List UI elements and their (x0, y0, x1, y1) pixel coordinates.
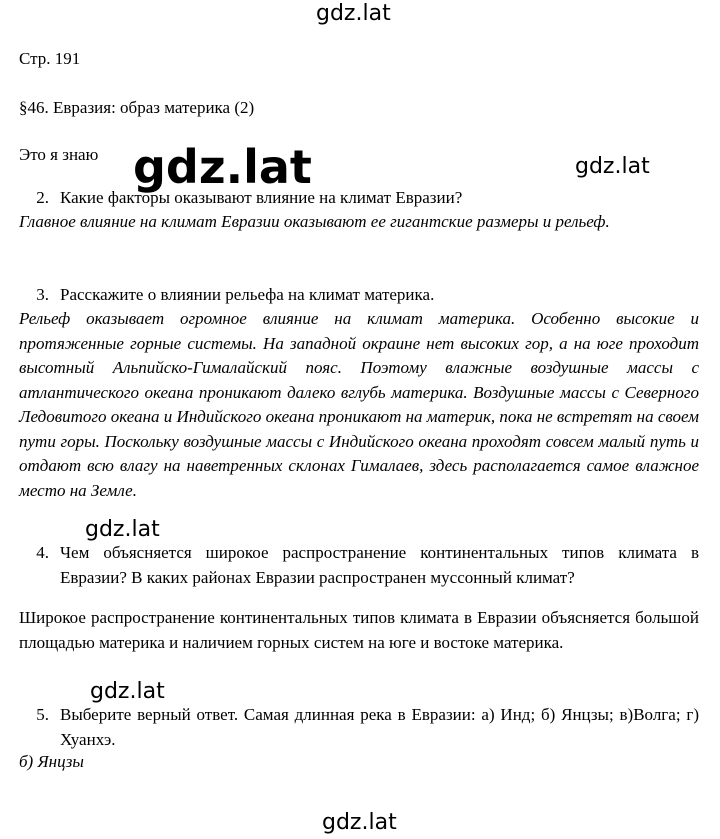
watermark-right: gdz.lat (575, 154, 650, 179)
answer-5: б) Янцзы (19, 752, 84, 771)
watermark-top: gdz.lat (316, 1, 391, 26)
question-2 (19, 186, 699, 211)
watermark-lower-left: gdz.lat (90, 679, 165, 704)
question-text: Выберите верный ответ. Самая длинная река в Евразии: а) Инд; б) Янцзы; в)Волга; г) Хуанхэ. (60, 705, 699, 749)
question-number: 3. (36, 285, 49, 304)
question-3 (19, 283, 699, 308)
watermark-large-left: gdz.lat (133, 140, 312, 194)
question-text: Какие факторы оказывают влияние на климат Евразии? (60, 188, 463, 207)
watermark-bottom: gdz.lat (322, 810, 397, 835)
question-5 (19, 703, 699, 752)
question-number: 4. (36, 543, 49, 562)
page-label: Стр. 191 (19, 49, 81, 68)
section-title: §46. Евразия: образ материка (2) (19, 98, 255, 117)
question-4 (19, 541, 699, 590)
answer-2: Главное влияние на климат Евразии оказывают ее гигантские размеры и рельеф. (19, 212, 610, 231)
answer-3: Рельеф оказывает огромное влияние на климат материка. Особенно высокие и протяженные горные системы. На западной окраине нет высоких гор, а на юге проходит высотный Альпийско-Гималайский пояс. Поэтому влажные воздушные массы с атлантического океана проникают далеко вглубь материка. Воздушные массы с Северного Ледовитого океана и Индийского океана проникают на материк, пока не встретят на своем пути горы. Поскольку воздушные массы с Индийского океана проходят совсем малый путь и отдают всю влагу на наветренных склонах Гималаев, здесь располагается самое влажное место на Земле. (19, 309, 699, 500)
subheading: Это я знаю (19, 145, 99, 164)
question-number: 5. (36, 705, 49, 724)
question-text: Расскажите о влиянии рельефа на климат материка. (60, 285, 435, 304)
question-text: Чем объясняется широкое распространение континентальных типов климата в Евразии? В каких районах Евразии распространен муссонный климат? (60, 543, 699, 587)
watermark-mid-left: gdz.lat (85, 517, 160, 542)
answer-4: Широкое распространение континентальных типов климата в Евразии объясняется большой площадью материка и наличием горных систем на юге и востоке материка. (19, 608, 699, 652)
question-number: 2. (36, 188, 49, 207)
